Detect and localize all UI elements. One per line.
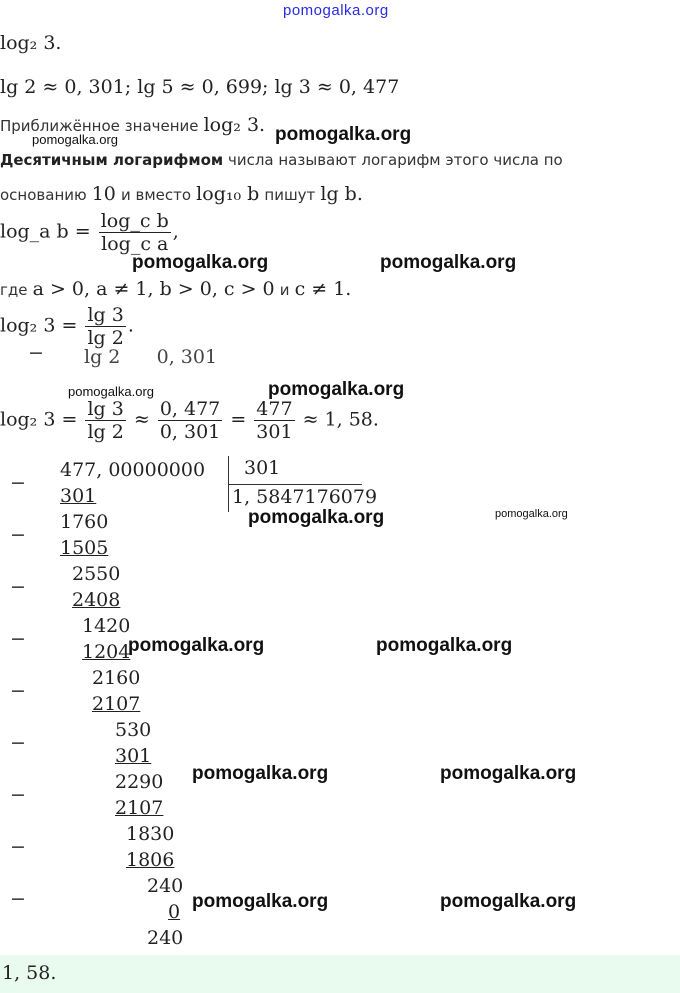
step1-lhs: log₂ 3 = xyxy=(0,314,78,337)
step2-f3-numerator: 477 xyxy=(256,398,293,420)
cond-expr-1: a > 0, a ≠ 1, b > 0, c > 0 xyxy=(32,278,275,300)
def-a: основанию xyxy=(0,186,87,204)
watermark-2: pomogalka.org xyxy=(132,252,269,273)
division-remainder: 1830 xyxy=(126,823,175,845)
task-expression: log₂ 3. xyxy=(0,32,62,54)
watermark-top[interactable]: pomogalka.org xyxy=(283,2,389,19)
watermark-8: pomogalka.org xyxy=(192,763,329,784)
step-2 xyxy=(0,398,379,443)
division-subtrahend: 2408 xyxy=(72,589,121,611)
minus-sign: − xyxy=(10,472,26,494)
watermark-11: pomogalka.org xyxy=(440,891,577,912)
step2-f1-denominator: lg 2 xyxy=(87,421,124,443)
dividend: 477, 00000000 xyxy=(60,459,206,481)
step1-tail: . xyxy=(127,314,134,337)
division-subtrahend: 1806 xyxy=(126,849,175,871)
ghost-minus: − xyxy=(28,342,44,364)
minus-sign: − xyxy=(10,836,26,858)
watermark-5: pomogalka.org xyxy=(248,507,385,528)
def-b: 10 xyxy=(91,183,116,205)
formula-numerator: log_c b xyxy=(100,210,169,232)
step2-f2-numerator: 0, 477 xyxy=(159,398,221,420)
step2-f3-denominator: 301 xyxy=(256,421,293,443)
step2-lhs: log₂ 3 = xyxy=(0,408,78,431)
division-remainder: 2550 xyxy=(72,563,121,585)
step2-f2-denominator: 0, 301 xyxy=(159,421,221,443)
division-remainder: 1760 xyxy=(60,511,109,533)
ghost-line: lg 2 0, 301 xyxy=(84,346,218,368)
cond-expr-2: c ≠ 1. xyxy=(294,278,352,300)
division-subtrahend: 1204 xyxy=(82,641,131,663)
def-e: пишут xyxy=(264,186,316,204)
cond-where: где xyxy=(0,281,28,299)
step1-fraction xyxy=(85,304,125,349)
watermark-3: pomogalka.org xyxy=(380,252,517,273)
step2-f1-numerator: lg 3 xyxy=(87,398,124,420)
division-subtrahend: 301 xyxy=(115,745,152,767)
step2-fraction-2 xyxy=(158,398,222,443)
formula-denominator: log_c a xyxy=(101,233,169,255)
answer-box xyxy=(0,955,680,993)
formula-tail: , xyxy=(172,220,179,243)
def-c: и вместо xyxy=(121,186,192,204)
division-remainder: 2290 xyxy=(115,771,164,793)
approx-expr: log₂ 3. xyxy=(203,114,266,136)
minus-sign: − xyxy=(10,784,26,806)
definition-rest: числа называют логарифм этого числа по xyxy=(227,151,563,169)
given-values: lg 2 ≈ 0, 301; lg 5 ≈ 0, 699; lg 3 ≈ 0, 477 xyxy=(0,76,400,98)
watermark-9: pomogalka.org xyxy=(440,763,577,784)
division-remainder: 530 xyxy=(115,719,152,741)
watermark-small-1: pomogalka.org xyxy=(32,132,118,147)
formula-lhs: log_a b = xyxy=(0,220,91,243)
step1-denominator: lg 2 xyxy=(87,327,124,349)
def-f: lg b. xyxy=(320,183,363,205)
step2-eq: = xyxy=(230,408,247,431)
minus-sign: − xyxy=(10,888,26,910)
approx-text: Приближённое значение xyxy=(0,117,199,135)
watermark-7: pomogalka.org xyxy=(376,635,513,656)
watermark-10: pomogalka.org xyxy=(192,891,329,912)
watermark-4: pomogalka.org xyxy=(268,379,405,400)
step-1 xyxy=(0,304,134,349)
minus-sign: − xyxy=(10,732,26,754)
change-of-base-formula xyxy=(0,210,179,255)
watermark-1: pomogalka.org xyxy=(275,124,412,145)
quotient: 1, 5847176079 xyxy=(232,486,378,508)
minus-sign: − xyxy=(10,524,26,546)
divisor: 301 xyxy=(244,457,281,479)
def-d: log₁₀ b xyxy=(196,183,260,205)
step2-result: ≈ 1, 58. xyxy=(302,408,379,431)
conditions-line xyxy=(0,278,351,300)
division-bracket-horizontal xyxy=(228,484,362,485)
definition-line-1 xyxy=(0,151,563,169)
cond-and: и xyxy=(279,281,290,299)
formula-fraction xyxy=(99,210,171,255)
step1-numerator: lg 3 xyxy=(87,304,124,326)
step2-fraction-3 xyxy=(254,398,294,443)
minus-sign: − xyxy=(10,576,26,598)
step2-fraction-1 xyxy=(85,398,125,443)
division-subtrahend: 301 xyxy=(60,485,97,507)
division-subtrahend: 0 xyxy=(168,901,181,923)
watermark-small-2: pomogalka.org xyxy=(68,384,154,399)
minus-sign: − xyxy=(10,680,26,702)
watermark-6: pomogalka.org xyxy=(128,635,265,656)
division-remainder: 1420 xyxy=(82,615,131,637)
step2-approx: ≈ xyxy=(133,408,150,431)
division-remainder: 2160 xyxy=(92,667,141,689)
division-remainder: 240 xyxy=(147,875,184,897)
watermark-small-3: pomogalka.org xyxy=(495,508,568,520)
division-subtrahend: 1505 xyxy=(60,537,109,559)
division-subtrahend: 2107 xyxy=(115,797,164,819)
division-subtrahend: 2107 xyxy=(92,693,141,715)
division-remainder: 240 xyxy=(147,927,184,949)
definition-line-2 xyxy=(0,183,363,205)
definition-term: Десятичным логарифмом xyxy=(0,151,224,169)
answer-value: 1, 58. xyxy=(2,962,57,984)
minus-sign: − xyxy=(10,628,26,650)
